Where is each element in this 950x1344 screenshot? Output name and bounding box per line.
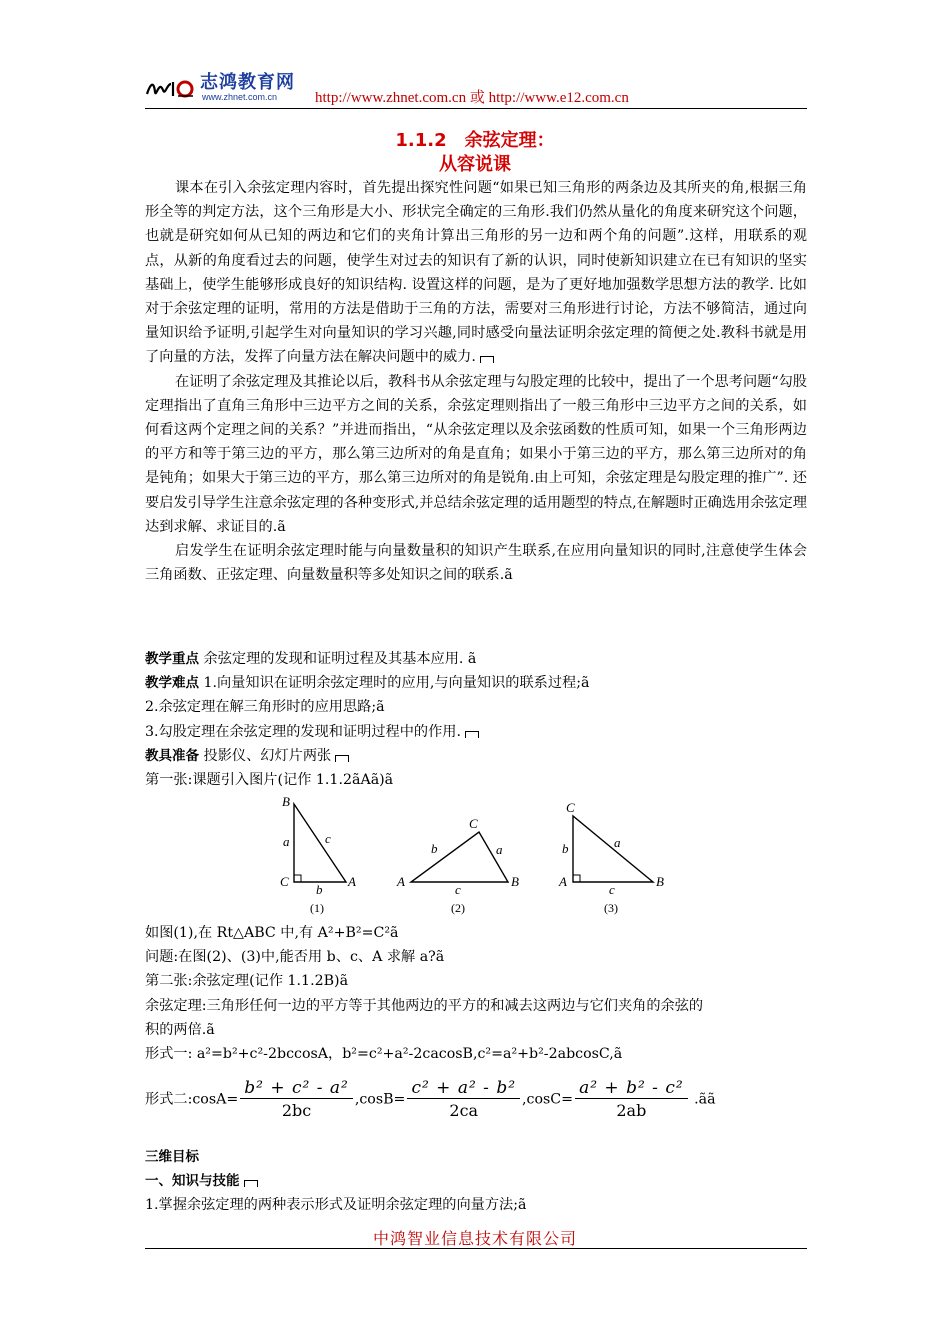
fig3-side-b: b bbox=[562, 841, 569, 856]
fraction-cosB-numerator: c² + a² - b² bbox=[407, 1078, 520, 1099]
difficulty-label: 教学难点 bbox=[145, 675, 199, 692]
fig3-vertex-C: C bbox=[566, 800, 575, 815]
theorem-line-2: 积的两倍.ã bbox=[145, 1021, 215, 1038]
slide1-line: 第一张:课题引入图片(记作 1.1.2ãAã)ã bbox=[145, 772, 394, 789]
fig2-vertex-A: A bbox=[397, 874, 405, 889]
intro-section bbox=[145, 176, 807, 587]
question-line: 问题:在图(2)、(3)中,能否用 b、c、A 求解 a?ã bbox=[145, 949, 445, 966]
fig3-vertex-A: A bbox=[559, 874, 567, 889]
figure-2-acute-triangle bbox=[396, 816, 519, 915]
fig3-side-a: a bbox=[614, 835, 621, 850]
difficulty-text: 1.向量知识在证明余弦定理时的应用,与向量知识的联系过程;ã bbox=[199, 675, 590, 692]
fig1-side-c: c bbox=[325, 831, 331, 846]
doc-subtitle: 从容说课 bbox=[439, 154, 511, 175]
paragraph-3: 启发学生在证明余弦定理时能与向量数量积的知识产生联系,在应用向量知识的同时,注意使学生体会三角函数、正弦定理、向量数量积等多处知识之间的联系.ã bbox=[145, 543, 807, 584]
form-one-line: 形式一: a²=b²+c²-2bccosA，b²=c²+a²-2cacosB,c²=a²+b²-2abcosC,ã bbox=[145, 1046, 623, 1063]
fraction-cosA bbox=[240, 1078, 353, 1121]
fig1-caption: (1) bbox=[310, 901, 324, 915]
fig1-side-b: b bbox=[316, 882, 323, 897]
tools-label: 教具准备 bbox=[145, 747, 199, 764]
form-two-cosC-label: ,cosC= bbox=[522, 1091, 574, 1108]
fraction-cosC-denominator: 2ab bbox=[616, 1101, 647, 1120]
fraction-cosB-denominator: 2ca bbox=[449, 1101, 479, 1120]
footer-divider bbox=[145, 1248, 807, 1249]
key-point-label: 教学重点 bbox=[145, 651, 199, 667]
key-point-line bbox=[145, 647, 807, 671]
theorem-line-1: 余弦定理:三角形任何一边的平方等于其他两边的平方的和减去这两边与它们夹角的余弦的 bbox=[145, 997, 704, 1014]
fraction-cosA-numerator: b² + c² - a² bbox=[240, 1078, 353, 1099]
fraction-cosA-denominator: 2bc bbox=[281, 1101, 312, 1120]
footer-company: 中鸿智业信息技术有限公司 bbox=[372, 1229, 577, 1248]
goals-section bbox=[145, 1145, 807, 1218]
header-links[interactable]: http://www.zhnet.com.cn 或 http://www.e12.com.cn bbox=[315, 90, 629, 106]
goals-subheading: 一、知识与技能 bbox=[145, 1173, 240, 1190]
form-two-line bbox=[145, 1078, 807, 1121]
tools-text: 投影仪、幻灯片两张 bbox=[199, 747, 332, 764]
fig1-vertex-B: B bbox=[282, 794, 290, 809]
difficulty-item-3-text: 3.勾股定理在余弦定理的发现和证明过程中的作用. bbox=[145, 723, 461, 740]
fig2-side-b: b bbox=[431, 841, 438, 856]
fig2-vertex-B: B bbox=[511, 874, 519, 889]
goals-sub-line bbox=[145, 1169, 807, 1193]
fig3-caption: (3) bbox=[604, 901, 618, 915]
header-divider bbox=[145, 108, 807, 109]
fig2-side-c: c bbox=[455, 882, 461, 897]
triangle-figures bbox=[270, 790, 690, 920]
form-two-cosB-label: ,cosB= bbox=[354, 1091, 406, 1108]
difficulty-item-3 bbox=[145, 720, 807, 744]
paragraph-1 bbox=[145, 176, 807, 370]
key-point-text: 余弦定理的发现和证明过程及其基本应用. ã bbox=[199, 651, 477, 667]
fig2-side-a: a bbox=[496, 842, 503, 857]
paragraph-end-mark bbox=[480, 356, 494, 363]
fig1-vertex-C: C bbox=[280, 874, 289, 889]
form-two-end: .ãã bbox=[689, 1091, 716, 1108]
fig1-vertex-A: A bbox=[348, 874, 356, 889]
paragraph-2: 在证明了余弦定理及其推论以后，教科书从余弦定理与勾股定理的比较中，提出了一个思考问题“勾股定理指出了直角三角形中三边平方之间的关系，余弦定理则指出了一般三角形中三边平方之间的关系，如何看这两个定理之间的关系？”并进而指出，“从余弦定理以及余弦函数的性质可知，如果一个三角形两边的平方和等于第三边的平方，那么第三边所对的角是直角；如果小于第三边的平方，那么第三边所对的角是钝角；如果大于第三边的平方，那么第三边所对的角是锐角.由上可知，余弦定理是勾股定理的推广”. 还要启发引导学生注意余弦定理的各种变形式,并总结余弦定理的适用题型的特点,在解题时正确选用余弦定理达到求解、求证目的.ã bbox=[145, 373, 807, 535]
difficulty-item-2: 2.余弦定理在解三角形时的应用思路;ã bbox=[145, 699, 385, 716]
figure-caption-line: 如图(1),在 Rt△ABC 中,有 A²+B²=C²ã bbox=[145, 925, 399, 941]
form-two-block bbox=[145, 1078, 807, 1121]
fig3-side-c: c bbox=[609, 882, 615, 897]
figure-3-right-triangle bbox=[558, 800, 664, 915]
slide2-line: 第二张:余弦定理(记作 1.1.2B)ã bbox=[145, 973, 349, 990]
fig2-vertex-C: C bbox=[469, 816, 478, 831]
paragraph-end-mark bbox=[244, 1180, 258, 1187]
fig2-caption: (2) bbox=[451, 901, 465, 915]
fraction-cosB bbox=[407, 1078, 520, 1121]
paragraph-end-mark bbox=[335, 755, 349, 762]
paragraph-end-mark bbox=[465, 731, 479, 738]
fraction-cosC bbox=[575, 1078, 688, 1121]
teaching-section bbox=[145, 647, 807, 792]
tools-line bbox=[145, 744, 807, 768]
fig1-side-a: a bbox=[283, 834, 290, 849]
page-header bbox=[145, 66, 807, 110]
paragraph-1-text: 课本在引入余弦定理内容时，首先提出探究性问题“如果已知三角形的两条边及其所夹的角,根据三角形全等的判定方法，这个三角形是大小、形状完全确定的三角形.我们仍然从量化的角度来研究这个问题，也就是研究如何从已知的两边和它们的夹角计算出三角形的另一边和两个角的问题”.这样，用联系的观点，从新的角度看过去的问题，使学生对过去的知识有了新的认识，同时使新知识建立在已有知识的坚实基础上，使学生能够形成良好的知识结构. 设置这样的问题，是为了更好地加强数学思想方法的教学. 比如对于余弦定理的证明，常用的方法是借助于三角的方法，需要对三角形进行讨论，方法不够简洁，通过向量知识给予证明,引起学生对向量知识的学习兴趣,同时感受向量法证明余弦定理的简便之处.教科书就是用了向量的方法，发挥了向量方法在解决问题中的威力. bbox=[145, 180, 807, 366]
theorem-section bbox=[145, 921, 807, 1066]
fraction-cosC-numerator: a² + b² - c² bbox=[575, 1078, 688, 1099]
zhnet-logo bbox=[145, 68, 315, 106]
logo-signature-icon bbox=[145, 72, 197, 102]
doc-title: 1.1.2 余弦定理： bbox=[395, 130, 555, 151]
form-two-label: 形式二:cosA= bbox=[145, 1091, 239, 1108]
fig3-vertex-B: B bbox=[656, 874, 664, 889]
logo-text: 志鸿教育网 bbox=[200, 72, 295, 93]
goals-item-1: 1.掌握余弦定理的两种表示形式及证明余弦定理的向量方法;ã bbox=[145, 1197, 527, 1214]
goals-heading: 三维目标 bbox=[145, 1149, 199, 1165]
difficulty-line bbox=[145, 671, 807, 695]
figure-1-right-triangle bbox=[280, 794, 356, 915]
logo-url: www.zhnet.com.cn bbox=[202, 92, 278, 102]
